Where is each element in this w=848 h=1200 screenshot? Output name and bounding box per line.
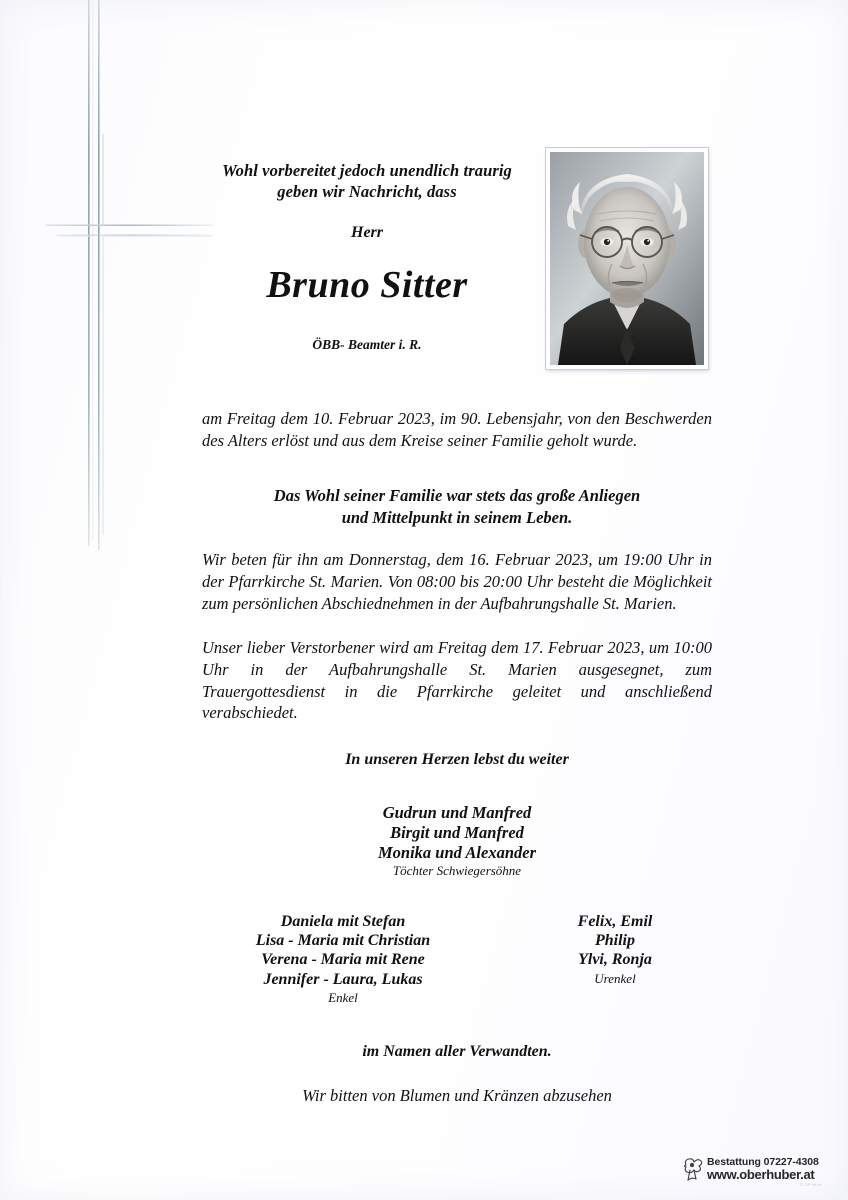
great-grandchild-entry: Philip [594, 932, 635, 950]
body-paragraph-4: Unser lieber Verstorbener wird am Freitag dem 17. Februar 2023, um 10:00 Uhr in der Aufbahrungshalle St. Marien ausgesegnet, zum Trauergottesdienst in die Pfarrkirche geleitet und anschließend verabschiedet. [202, 638, 712, 723]
profession-title: ÖBB- Beamter i. R. [312, 337, 422, 352]
children-list [202, 803, 712, 879]
child-entry: Monika und Alexander [377, 842, 536, 862]
oberhuber-floral-mark-icon [681, 1156, 705, 1182]
footer-text-block [707, 1157, 819, 1182]
great-grandchild-entry: Ylvi, Ronja [578, 951, 652, 969]
emphasis-line-2: und Mittelpunkt in seinem Leben. [341, 507, 573, 527]
grandchildren-caption: Enkel [328, 989, 358, 1005]
deceased-name: Bruno Sitter [266, 264, 468, 306]
body-paragraph-3: Wir beten für ihn am Donnerstag, dem 16. Februar 2023, um 19:00 Uhr in der Pfarrkirche St. Marien. Von 08:00 bis 20:00 Uhr besteht die Möglichkeit zum persönlichen Abschiednehmen in der Aufbahrungshalle St. Marien. [202, 550, 712, 613]
grandchild-entry: Lisa - Maria mit Christian [255, 932, 431, 950]
footer-website[interactable]: www.oberhuber.at [707, 1167, 815, 1183]
grandchild-entry: Jennifer - Laura, Lukas [263, 970, 423, 988]
salutation: Herr [351, 224, 383, 241]
footer-company-line: Bestattung 07227-4308 [707, 1155, 819, 1168]
grandchildren-row [202, 912, 712, 1005]
funeral-home-logo[interactable] [681, 1152, 836, 1186]
decorative-cross-icon [34, 0, 214, 552]
emphasis-block-1 [202, 485, 712, 529]
great-grandchild-entry: Felix, Emil [577, 913, 653, 930]
emphasis-line-1: Das Wohl seiner Familie war stets das große Anliegen [273, 486, 641, 505]
intro-text [202, 160, 532, 203]
memorial-line: In unseren Herzen lebst du weiter [345, 751, 569, 768]
intro-line-1: Wohl vorbereitet jedoch unendlich traurig [222, 161, 512, 180]
great-grandchildren-caption: Urenkel [594, 970, 636, 986]
body-paragraph-1: am Freitag dem 10. Februar 2023, im 90. Lebensjahr, von den Beschwerden des Alters erlöst und aus dem Kreise seiner Familie geholt wurde. [202, 409, 712, 450]
closing-line-1: im Namen aller Verwandten. [362, 1043, 552, 1060]
obituary-content [202, 0, 712, 1200]
grandchild-entry: Daniela mit Stefan [280, 913, 406, 930]
children-caption: Töchter Schwiegersöhne [392, 863, 522, 879]
great-grandchildren-list [520, 912, 710, 1005]
intro-line-2: geben wir Nachricht, dass [277, 182, 457, 202]
child-entry: Gudrun und Manfred [382, 803, 532, 822]
grandchild-entry: Verena - Maria mit Rene [261, 951, 425, 969]
grandchildren-list [208, 912, 478, 1005]
child-entry: Birgit und Manfred [390, 822, 524, 842]
closing-line-2: Wir bitten von Blumen und Kränzen abzusehen [302, 1086, 612, 1105]
footer-tiny-mark: © OP Hi-lit [800, 1182, 822, 1187]
